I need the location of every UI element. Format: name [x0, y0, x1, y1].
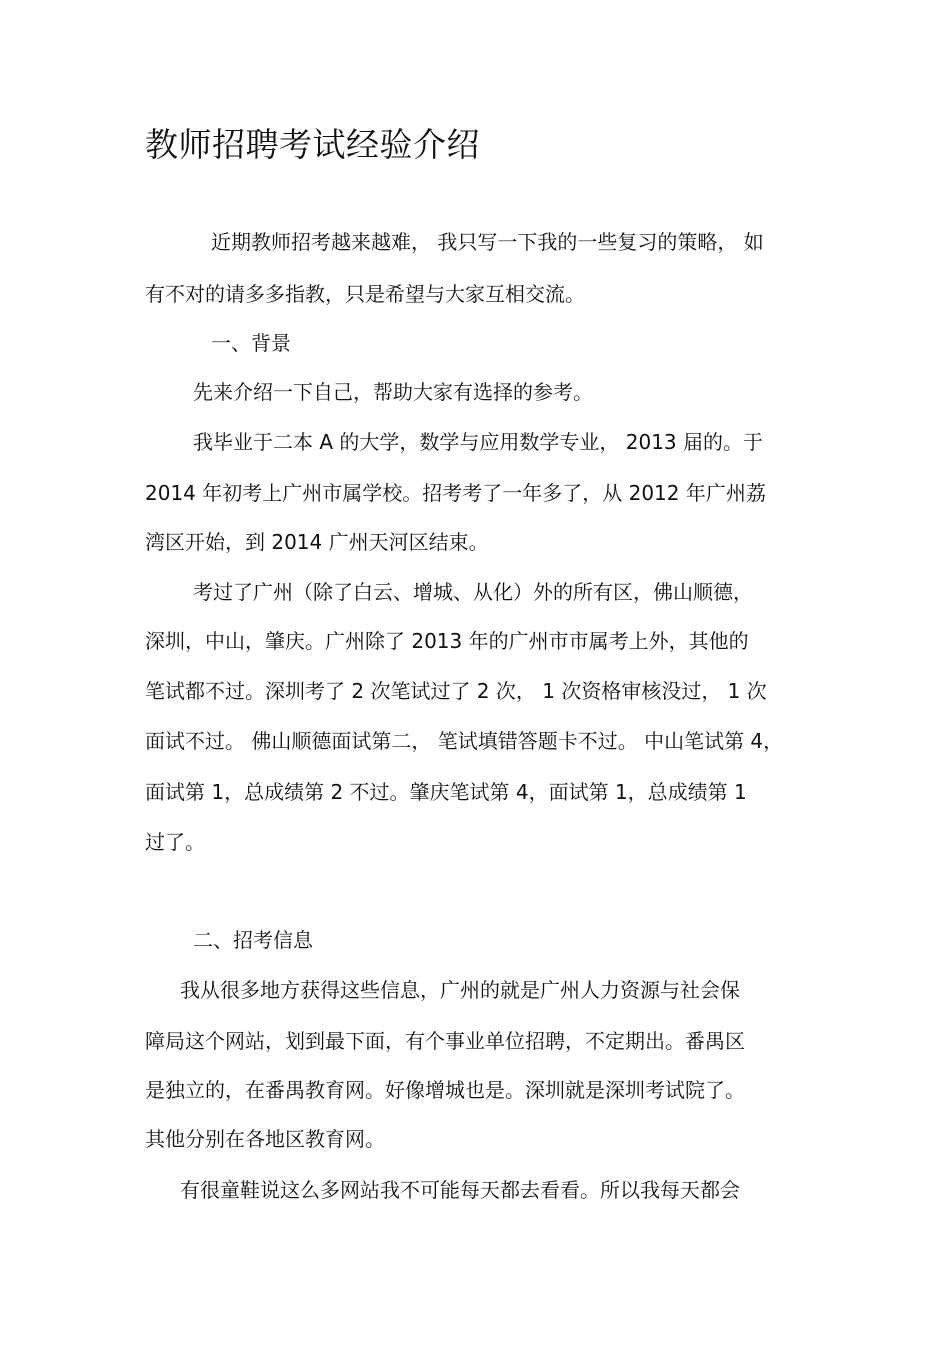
paragraph-line: 深圳，中山，肇庆。广州除了 2013 年的广州市市属考上外，其他的: [145, 629, 749, 653]
paragraph-line: 先来介绍一下自己，帮助大家有选择的参考。: [193, 380, 593, 404]
paragraph-line: 2014 年初考上广州市属学校。招考考了一年多了，从 2012 年广州荔: [145, 481, 766, 505]
paragraph-line: 考过了广州（除了白云、增城、从化）外的所有区，佛山顺德，: [193, 580, 753, 604]
paragraph-line: 面试第 1，总成绩第 2 不过。肇庆笔试第 4，面试第 1，总成绩第 1: [145, 780, 747, 804]
paragraph-line: 其他分别在各地区教育网。: [145, 1127, 385, 1151]
document-title: 教师招聘考试经验介绍: [145, 125, 480, 164]
intro-line-1: 近期教师招考越来越难， 我只写一下我的一些复习的策略， 如: [211, 230, 764, 254]
paragraph-line: 面试不过。 佛山顺德面试第二， 笔试填错答题卡不过。 中山笔试第 4，: [145, 729, 784, 753]
paragraph-line: 是独立的，在番禺教育网。好像增城也是。深圳就是深圳考试院了。: [145, 1078, 745, 1102]
section-heading-recruitment-info: 二、招考信息: [193, 928, 313, 952]
paragraph-line: 过了。: [145, 830, 205, 854]
paragraph-line: 我从很多地方获得这些信息，广州的就是广州人力资源与社会保: [180, 978, 740, 1002]
paragraph-line: 湾区开始，到 2014 广州天河区结束。: [145, 530, 489, 554]
section-heading-background: 一、背景: [211, 331, 291, 355]
intro-line-2: 有不对的请多多指教，只是希望与大家互相交流。: [145, 282, 585, 306]
paragraph-line: 我毕业于二本 A 的大学，数学与应用数学专业， 2013 届的。于: [193, 430, 764, 454]
paragraph-line: 障局这个网站，划到最下面，有个事业单位招聘，不定期出。番禺区: [145, 1029, 745, 1053]
paragraph-line: 笔试都不过。深圳考了 2 次笔试过了 2 次， 1 次资格审核没过， 1 次: [145, 679, 767, 703]
paragraph-line: 有很童鞋说这么多网站我不可能每天都去看看。所以我每天都会: [180, 1178, 740, 1202]
